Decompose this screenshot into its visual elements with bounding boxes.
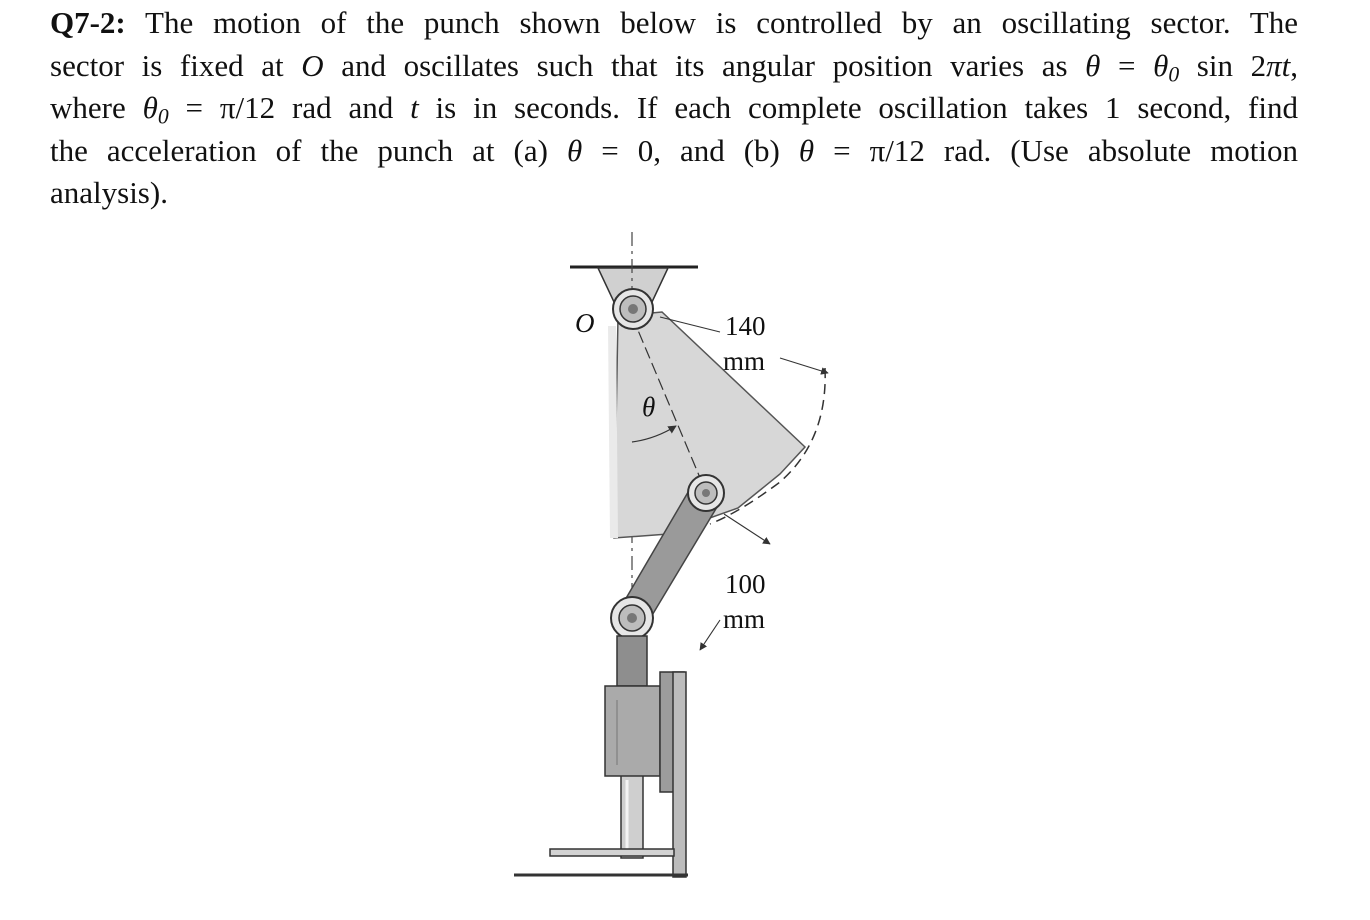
problem-statement: [50, 2, 1298, 215]
label-140-unit: mm: [723, 346, 766, 376]
sector-link-pin: [688, 475, 724, 511]
punch-guide: [605, 672, 684, 792]
problem-line-3: where $\theta_0 = \pi/12$ rad and t is in seconds. If each complete oscillation takes 1 second, find: [50, 90, 1298, 129]
problem-label: Q7-2:: [50, 5, 126, 40]
link-punch-pin: [611, 597, 653, 639]
work-plate: [550, 849, 674, 856]
problem-line-2: sector is fixed at O and oscillates such that its angular position varies as $\theta = \theta_0$ sin 2πt,: [50, 47, 1298, 86]
label-100-unit: mm: [723, 604, 766, 634]
punch-mechanism-figure: [480, 220, 860, 910]
label-140: 140: [725, 311, 766, 341]
problem-line-5: analysis).: [50, 175, 168, 210]
label-theta: θ: [642, 392, 656, 422]
problem-line-1: Q7-2: The motion of the punch shown below is controlled by an oscillating sector. The: [50, 5, 1299, 40]
pivot-pin-o: [613, 289, 653, 329]
problem-line-4: the acceleration of the punch at (a) θ = 0, and (b) θ = π/12 rad. (Use absolute motion: [50, 132, 1298, 168]
label-100: 100: [725, 569, 766, 599]
label-o: O: [575, 308, 595, 338]
